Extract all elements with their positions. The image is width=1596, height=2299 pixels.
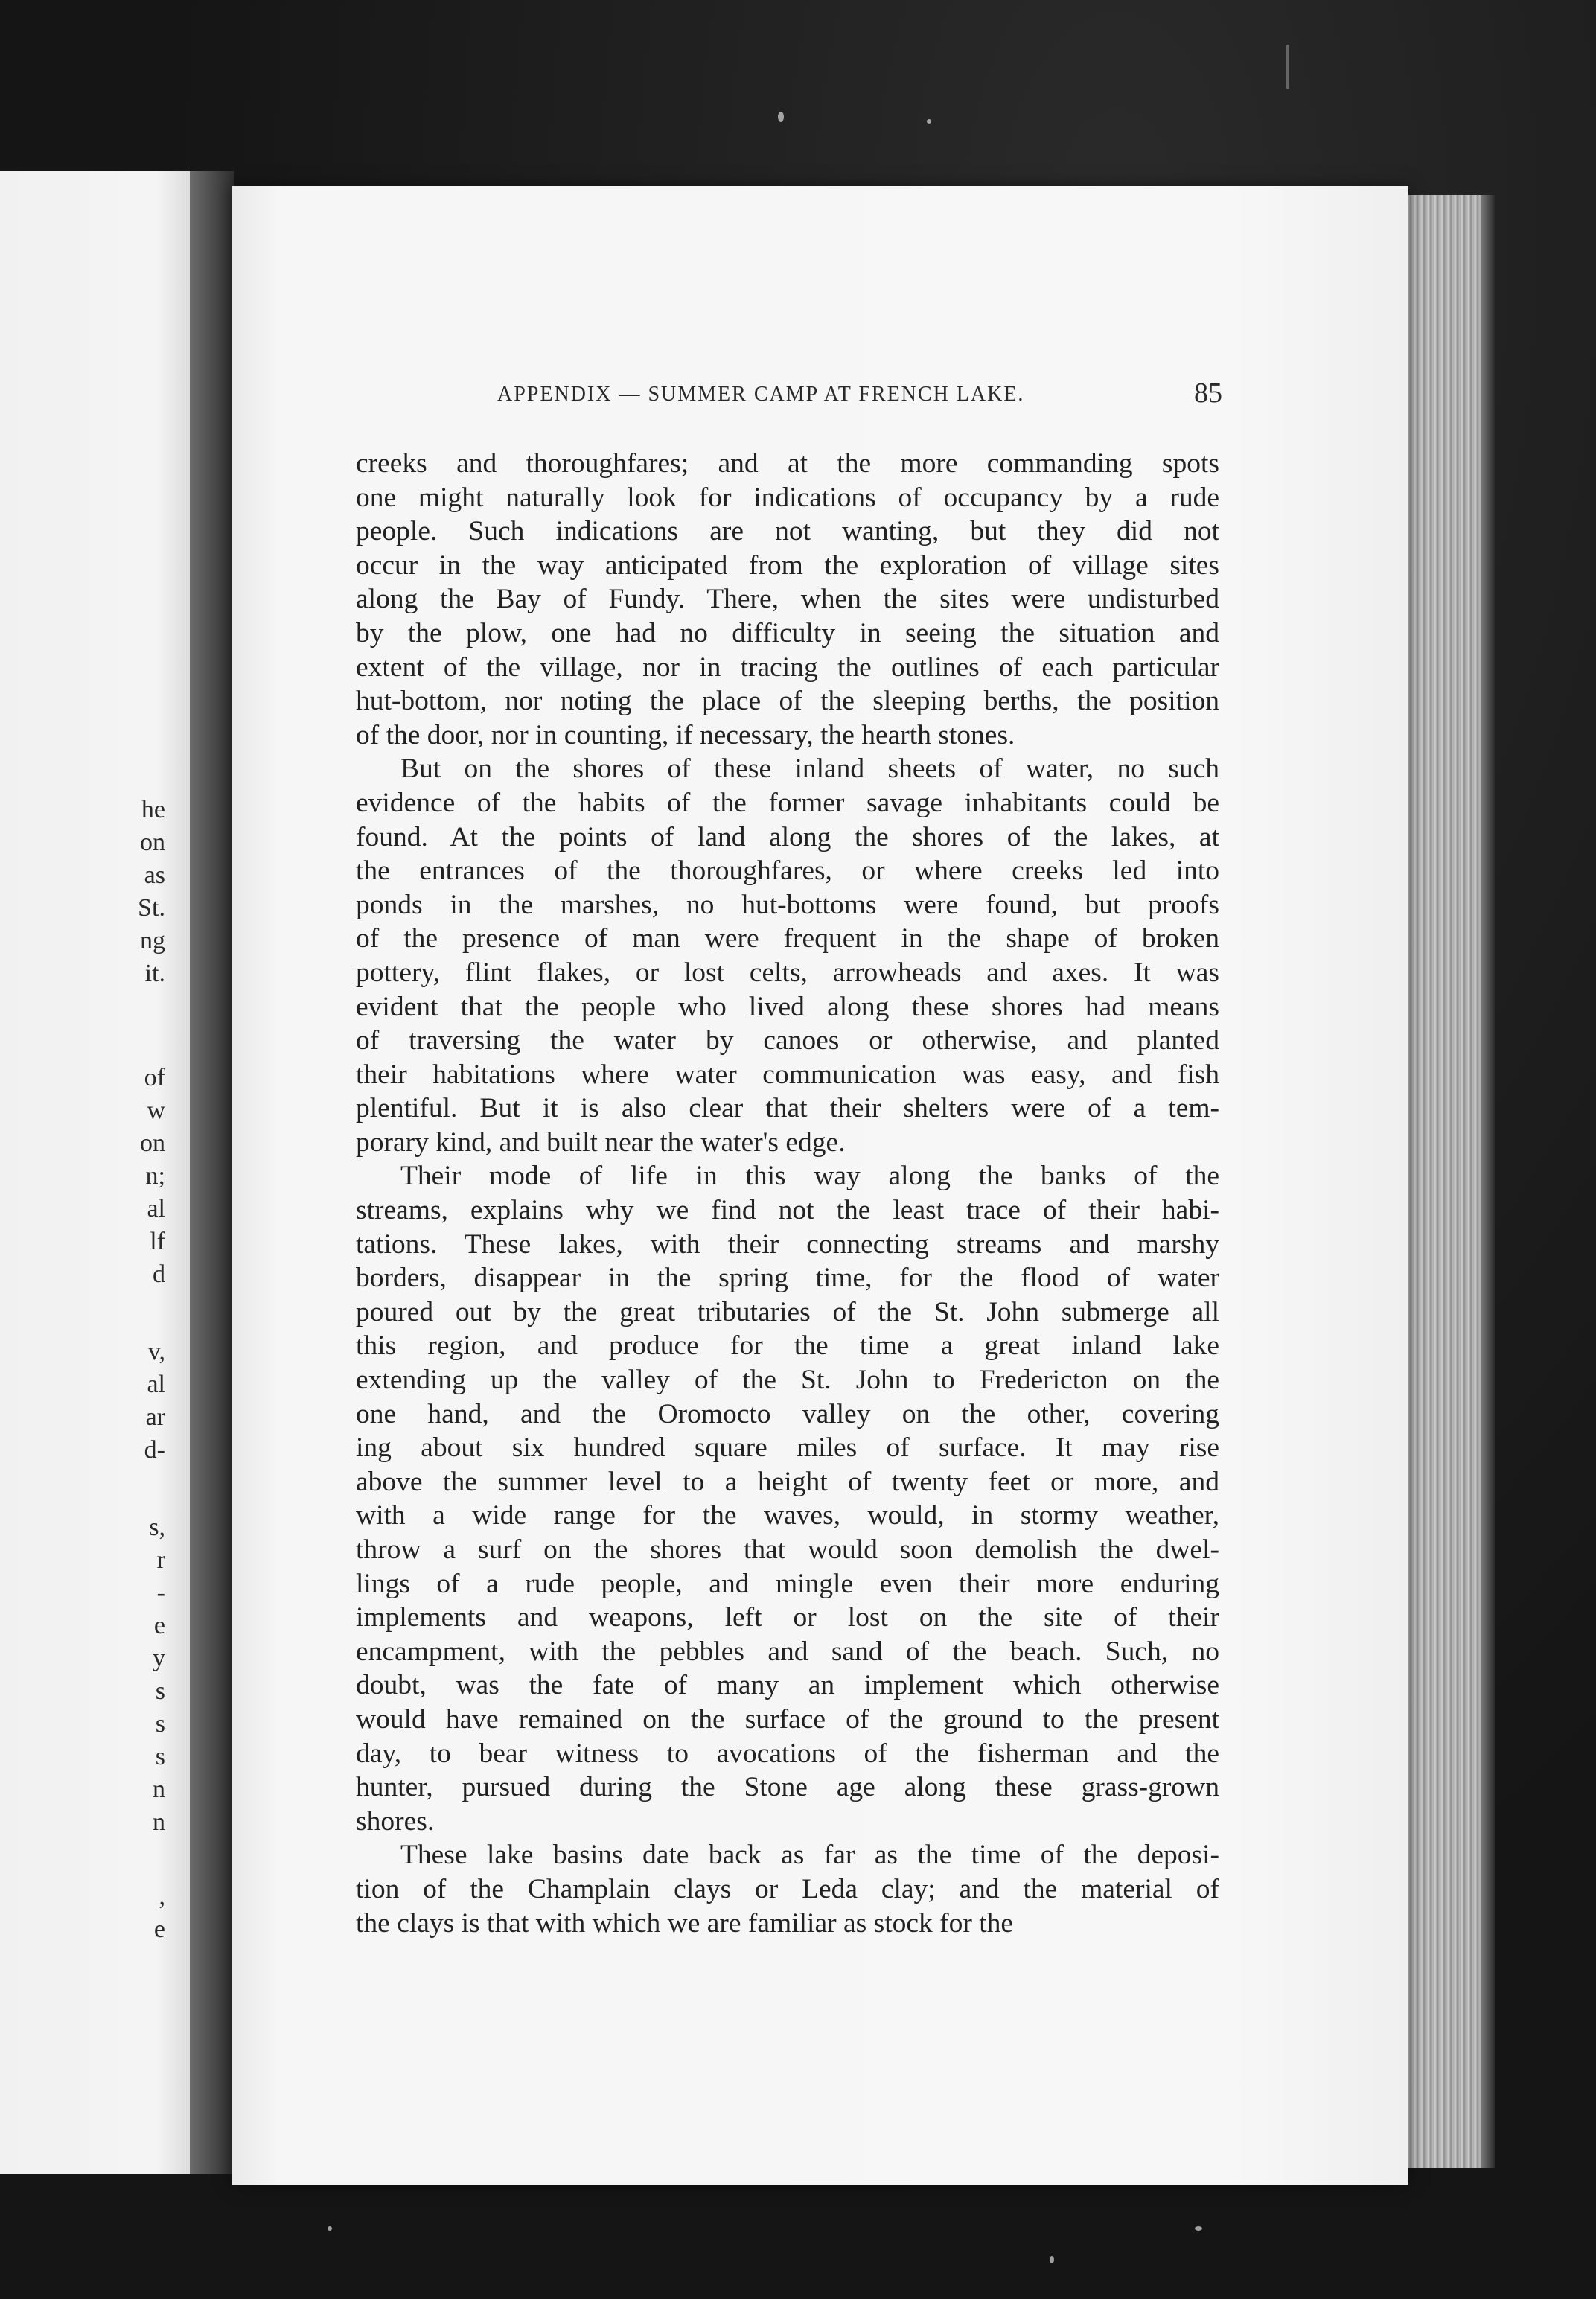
text-line: pottery, flint flakes, or lost celts, arrowheads and axes. It was xyxy=(356,957,1219,988)
facing-page-text-fragment: ng xyxy=(140,927,165,954)
facing-page-text-fragment: n xyxy=(153,1808,165,1836)
text-line: ing about six hundred square miles of surface. It may rise xyxy=(356,1432,1219,1464)
facing-page-text-fragment: y xyxy=(153,1645,165,1672)
text-line: hunter, pursued during the Stone age along these grass-grown xyxy=(356,1772,1219,1803)
facing-page-text-fragment: he xyxy=(141,796,165,823)
text-line: borders, disappear in the spring time, for the flood of water xyxy=(356,1263,1219,1294)
facing-page-text-fragment: d xyxy=(153,1260,165,1288)
dust-speck xyxy=(328,2226,332,2231)
text-line: this region, and produce for the time a great inland lake xyxy=(356,1330,1219,1362)
text-line: Their mode of life in this way along the banks of the xyxy=(400,1161,1219,1192)
text-line: of the door, nor in counting, if necessary, the hearth stones. xyxy=(356,719,1015,750)
page-block-edge xyxy=(1399,195,1495,2168)
dust-speck xyxy=(927,119,931,124)
text-line: evident that the people who lived along these shores had means xyxy=(356,991,1219,1022)
facing-page-text-fragment: al xyxy=(147,1371,165,1398)
dust-speck xyxy=(1286,45,1289,89)
facing-page-text-fragment: lf xyxy=(150,1228,165,1255)
text-line: throw a surf on the shores that would soon demolish the dwel- xyxy=(356,1534,1219,1565)
text-line: creeks and thoroughfares; and at the more commanding spots xyxy=(356,448,1219,479)
text-line: the clays is that with which we are familiar as stock for the xyxy=(356,1907,1014,1939)
text-line: tion of the Champlain clays or Leda clay; and the material of xyxy=(356,1873,1219,1904)
page-number: 85 xyxy=(1194,377,1222,409)
facing-page-text-fragment: w xyxy=(147,1097,165,1124)
facing-page-text-fragment: on xyxy=(140,1129,165,1157)
facing-page-text-fragment: , xyxy=(159,1883,165,1910)
facing-page-text-fragment: e xyxy=(153,1612,165,1639)
text-line: day, to bear witness to avocations of the fisherman and the xyxy=(356,1738,1219,1769)
facing-page-text-fragment: d- xyxy=(144,1436,165,1464)
facing-page-text-fragment: n; xyxy=(145,1162,165,1190)
text-line: extent of the village, nor in tracing the outlines of each particular xyxy=(356,651,1219,683)
text-line: streams, explains why we find not the least trace of their habi- xyxy=(356,1195,1219,1226)
text-line: porary kind, and built near the water's edge. xyxy=(356,1126,846,1158)
facing-page-text-fragment: St. xyxy=(138,894,165,922)
text-line: doubt, was the fate of many an implement which otherwise xyxy=(356,1670,1219,1701)
text-line: shores. xyxy=(356,1805,435,1837)
dust-speck xyxy=(1050,2256,1054,2263)
running-head: APPENDIX — SUMMER CAMP AT FRENCH LAKE. xyxy=(497,383,1025,406)
text-line: along the Bay of Fundy. There, when the sites were undisturbed xyxy=(356,584,1219,615)
facing-page-text-fragment: r xyxy=(156,1546,165,1574)
body-text xyxy=(356,447,1219,1940)
facing-page-text-fragment: s, xyxy=(149,1514,165,1541)
book-gutter xyxy=(190,171,234,2174)
text-line: plentiful. But it is also clear that their shelters were of a tem- xyxy=(356,1093,1219,1124)
facing-page-text-fragment: it. xyxy=(144,960,165,987)
text-line: extending up the valley of the St. John to Fredericton on the xyxy=(356,1365,1219,1396)
dust-speck xyxy=(1195,2226,1202,2231)
text-line: ponds in the marshes, no hut-bottoms were found, but proofs xyxy=(356,889,1219,920)
facing-page-text-fragment: s xyxy=(155,1743,165,1770)
facing-page-text-fragment: ar xyxy=(145,1403,165,1431)
text-line: one hand, and the Oromocto valley on the other, covering xyxy=(356,1398,1219,1429)
facing-page-text-fragment: of xyxy=(144,1064,165,1091)
text-line: lings of a rude people, and mingle even their more enduring xyxy=(356,1568,1219,1599)
text-line: tations. These lakes, with their connecting streams and marshy xyxy=(356,1228,1219,1260)
text-line: their habitations where water communication was easy, and fish xyxy=(356,1059,1219,1090)
facing-page-text-fragment: on xyxy=(140,829,165,856)
facing-page-text-fragment: s xyxy=(155,1677,165,1705)
facing-page-text-fragment: v, xyxy=(147,1338,165,1365)
text-line: by the plow, one had no difficulty in seeing the situation and xyxy=(356,617,1219,648)
text-line: would have remained on the surface of the ground to the present xyxy=(356,1703,1219,1735)
text-line: the entrances of the thoroughfares, or where creeks led into xyxy=(356,855,1219,887)
dust-speck xyxy=(778,112,784,122)
text-line: of traversing the water by canoes or otherwise, and planted xyxy=(356,1025,1219,1056)
text-line: occur in the way anticipated from the exploration of village sites xyxy=(356,549,1219,581)
text-line: with a wide range for the waves, would, in stormy weather, xyxy=(356,1500,1219,1531)
text-line: hut-bottom, nor noting the place of the sleeping berths, the position xyxy=(356,686,1219,717)
facing-page-text-fragment: - xyxy=(156,1579,165,1607)
text-line: found. At the points of land along the shores of the lakes, at xyxy=(356,821,1219,852)
facing-page-text-fragment: n xyxy=(153,1776,165,1803)
facing-page-text-fragment: e xyxy=(153,1916,165,1943)
facing-page-text-fragment: s xyxy=(155,1710,165,1738)
text-line: one might naturally look for indications of occupancy by a rude xyxy=(356,482,1219,513)
text-line: These lake basins date back as far as the time of the deposi- xyxy=(400,1840,1219,1871)
text-line: poured out by the great tributaries of the St. John submerge all xyxy=(356,1296,1219,1327)
text-line: of the presence of man were frequent in the shape of broken xyxy=(356,923,1219,954)
text-line: encampment, with the pebbles and sand of the beach. Such, no xyxy=(356,1636,1219,1667)
text-line: people. Such indications are not wanting, but they did not xyxy=(356,516,1219,547)
facing-page-text-fragment: al xyxy=(147,1195,165,1222)
text-line: implements and weapons, left or lost on the site of their xyxy=(356,1602,1219,1633)
text-line: above the summer level to a height of twenty feet or more, and xyxy=(356,1466,1219,1497)
text-line: evidence of the habits of the former savage inhabitants could be xyxy=(356,787,1219,818)
facing-page-text-fragment: as xyxy=(144,861,165,889)
text-line: But on the shores of these inland sheets of water, no such xyxy=(400,753,1219,785)
